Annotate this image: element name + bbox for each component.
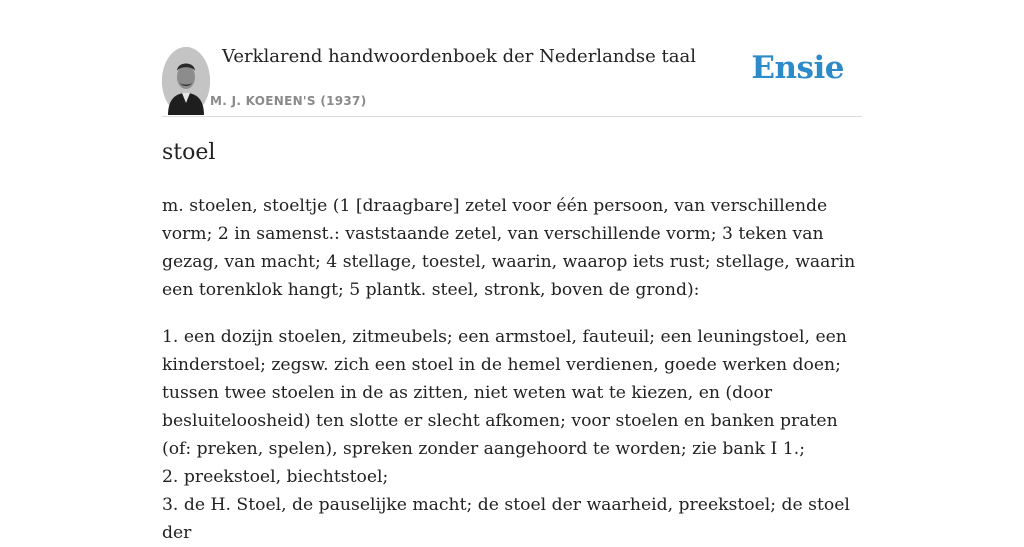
entry-headword: stoel xyxy=(162,140,216,165)
book-author: M. J. KOENEN'S (1937) xyxy=(210,94,367,108)
entry-definition xyxy=(162,192,862,547)
sense-item: 1. een dozijn stoelen, zitmeubels; een armstoel, fauteuil; een leuningstoel, een kinderstoel; zegsw. zich een stoel in de hemel verdienen, goede werken doen; tussen twee stoelen in de as zitten, niet weten wat te kiezen, en (door besluiteloosheid) ten slotte er slecht afkomen; voor stoelen en banken praten (of: preken, spelen), spreken zonder aangehoord te worden; zie bank I 1.; xyxy=(162,327,847,459)
book-title: Verklarend handwoordenboek der Nederlandse taal xyxy=(222,46,696,67)
entry-intro: m. stoelen, stoeltje (1 [draagbare] zetel voor één persoon, van verschillende vorm; 2 in samenst.: vaststaande zetel, van verschillende vorm; 3 teken van gezag, van macht; 4 stellage, toestel, waarin, waarop iets rust; stellage, waarin een torenklok hangt; 5 plantk. steel, stronk, boven de grond): xyxy=(162,196,856,300)
ensie-logo-link[interactable]: Ensie xyxy=(751,50,844,86)
author-portrait-icon xyxy=(162,47,210,115)
sense-item: 2. preekstoel, biechtstoel; xyxy=(162,467,389,487)
entry-senses xyxy=(162,323,862,547)
sense-item: 3. de H. Stoel, de pauselijke macht; de stoel der waarheid, preekstoel; de stoel der xyxy=(162,495,850,543)
dictionary-header xyxy=(162,46,862,117)
